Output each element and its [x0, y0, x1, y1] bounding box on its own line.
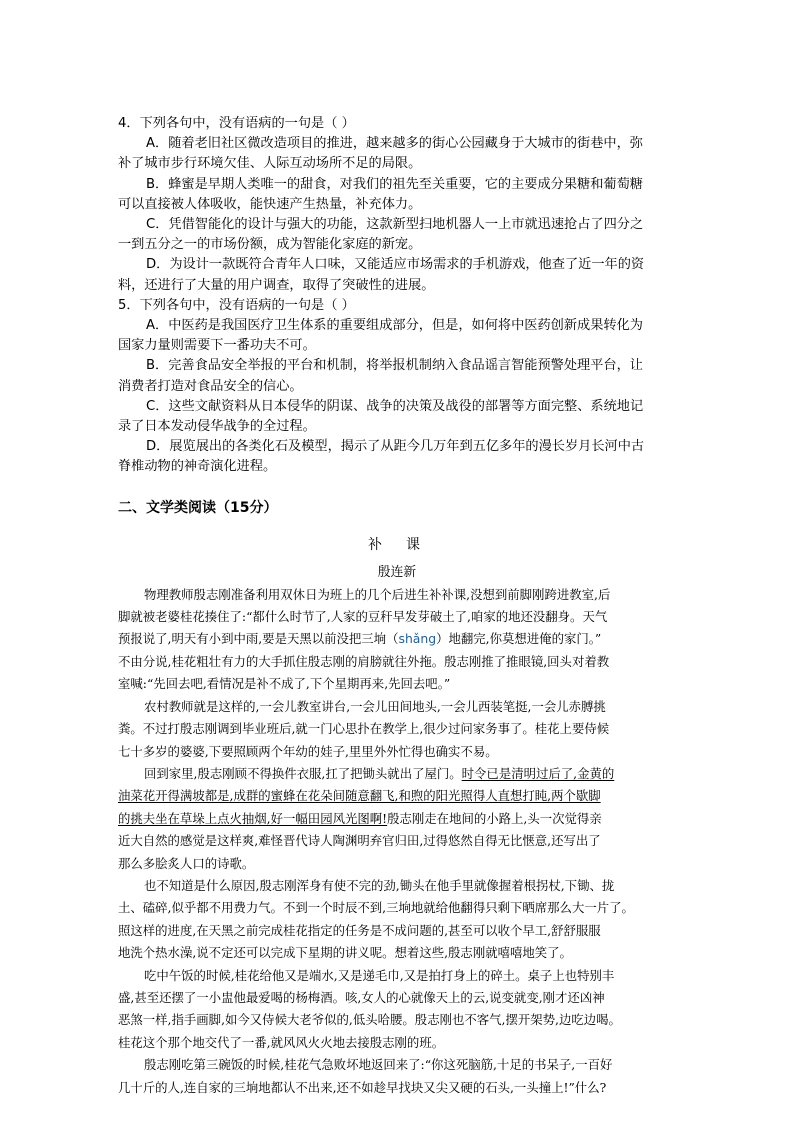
- option-c-line-2: 录了日本发动侵华战争的全过程。: [118, 419, 316, 435]
- option-c-line-2: 一到五分之一的市场份额，成为智能化家庭的新宠。: [118, 237, 422, 253]
- paragraph-line: [118, 808, 676, 830]
- paragraph-line: 近大自然的感觉是这样爽,难怪晋代诗人陶渊明弃官归田,过得悠然自得无比惬意,还写出了: [118, 833, 601, 849]
- option-d-line-2: 脊椎动物的神奇演化进程。: [118, 459, 277, 475]
- document-page: [118, 114, 676, 1099]
- option-b-line-2: 可以直接被人体吸收，能快速产生热量，补充体力。: [118, 196, 422, 212]
- paragraph-line: 不由分说,桂花粗壮有力的大手抓住殷志刚的肩膀就往外拖。殷志刚推了推眼镜,回头对着教: [118, 653, 610, 669]
- paragraph-line: 桂花这个那个地交代了一番,就风风火火地去接殷志刚的班。: [118, 1034, 445, 1050]
- paragraph-line: 物理教师殷志刚准备利用双休日为班上的几个后进生补补课,没想到前脚刚跨进教室,后: [144, 586, 611, 602]
- paragraph-line: 盛,甚至还摆了一小盅他最爱喝的杨梅酒。咳,女人的心就像天上的云,说变就变,刚才还凶神: [118, 989, 605, 1005]
- paragraph-line: 粪。不过打殷志刚调到毕业班后,就一门心思扑在教学上,很少过问家务事了。桂花上要侍候: [118, 721, 610, 737]
- story-author: 殷连新: [377, 564, 417, 580]
- underlined-text: 油菜花开得满坡都是,成群的蜜蜂在花朵间随意翻飞,和煦的阳光照得人直想打盹,两个歇脚: [118, 788, 601, 804]
- paragraph-1: [118, 584, 676, 696]
- option-c-line-1: C．这些文献资料从日本侵华的阴谋、战争的决策及战役的部署等方面完整、系统地记: [146, 398, 644, 414]
- paragraph-line: 七十多岁的婆婆,下要照顾两个年幼的娃子,里里外外忙得也确实不易。: [118, 743, 498, 759]
- paragraph-line: 地洗个热水澡,说不定还可以完成下星期的讲义呢。想着这些,殷志刚就嘻嘻地笑了。: [118, 945, 572, 961]
- paragraph-line: [118, 763, 676, 785]
- option-b-line-1: B．蜂蜜是早期人类唯一的甜食，对我们的祖先至关重要，它的主要成分果糖和葡萄糖: [146, 176, 643, 192]
- paragraph-5: [118, 965, 676, 1055]
- question-5: [118, 296, 676, 478]
- underlined-text: 时令已是清明过后了,金黄的: [461, 765, 615, 781]
- option-a-line-1: A．中医药是我国医疗卫生体系的重要组成部分，但是，如何将中医药创新成果转化为: [146, 318, 643, 334]
- question-stem: 4．下列各句中，没有语病的一句是（ ）: [118, 116, 355, 131]
- paragraph-line: 恶煞一样,指手画脚,如今又侍候大老爷似的,低头哈腰。殷志刚也不客气,摆开架势,边吃边喝。: [118, 1012, 621, 1028]
- paragraph-line: 吃中午饭的时候,桂花给他又是端水,又是递毛巾,又是拍打身上的碎土。桌子上也特别丰: [144, 967, 615, 983]
- option-a-line-2: 国家力量则需要下一番功夫不可。: [118, 338, 316, 354]
- paragraph-line: 脚就被老婆桂花揍住了:“都什么时节了,人家的豆秆早发芽破土了,咱家的地还没翻身。天气: [118, 609, 608, 625]
- paragraph-line: 那么多脍炙人口的诗歌。: [118, 855, 255, 871]
- option-a-line-2: 补了城市步行环境欠佳、人际互动场所不足的局限。: [118, 156, 422, 172]
- paragraph-line: 几十斤的人,连自家的三垧地都认不出来,还不如趁早找块又尖又硬的石头,一头撞上!”什么?: [118, 1079, 607, 1095]
- question-4: [118, 114, 676, 296]
- option-d-line-1: D．展览展出的各类化石及模型，揭示了从距今几万年到五亿多年的漫长岁月长河中古: [146, 439, 645, 455]
- text-run: 预报说了,明天有小到中雨,要是天黑以前没把三垧（: [118, 631, 399, 647]
- option-a-line-1: A．随着老旧社区微改造项目的推进，越来越多的街心公园藏身于大城市的街巷中，弥: [146, 136, 643, 152]
- paragraph-line: 室喊:“先回去吧,看情况是补不成了,下个星期再来,先回去吧。”: [118, 676, 451, 692]
- paragraph-6: [118, 1054, 676, 1099]
- text-run: 回到家里,殷志刚顾不得换件衣服,扛了把锄头就出了屋门。: [144, 765, 462, 781]
- paragraph-line: 殷志刚吃第三碗饭的时候,桂花气急败坏地返回来了:“你这死脑筋,十足的书呆子,一百好: [144, 1057, 613, 1073]
- paragraph-2: [118, 696, 676, 763]
- underlined-text: 的挑夫坐在草垛上点火抽烟,好一幅田园风光图啊!: [118, 810, 388, 826]
- option-b-line-1: B．完善食品安全举报的平台和机制，将举报机制纳入食品谣言智能预警处理平台，让: [146, 358, 643, 374]
- paragraph-4: [118, 875, 676, 965]
- paragraph-line: 照这样的进度,在天黑之前完成桂花指定的任务是不成问题的,甚至可以收个早工,舒舒服服: [118, 922, 601, 938]
- paragraph-line: 也不知道是什么原因,殷志刚浑身有使不完的劲,锄头在他手里就像握着根拐杖,下锄、拢: [144, 877, 615, 893]
- section-title: 二、文学类阅读（15分）: [118, 499, 278, 516]
- paragraph-line: 农村教师就是这样的,一会儿教室讲台,一会儿田间地头,一会儿西装笔挺,一会儿赤膊挑: [144, 698, 606, 714]
- pinyin-annotation: shǎng: [398, 631, 437, 647]
- option-c-line-1: C．凭借智能化的设计与强大的功能，这款新型扫地机器人一上市就迅速抢占了四分之: [146, 217, 644, 233]
- story-body: [118, 584, 676, 1099]
- story-title: 补课: [368, 536, 444, 553]
- paragraph-line: [118, 628, 676, 650]
- text-run: ）地翻完,你莫想进俺的家门。”: [436, 631, 602, 647]
- option-d-line-1: D．为设计一款既符合青年人口味，又能适应市场需求的手机游戏，他查了近一年的资: [146, 257, 645, 273]
- paragraph-line: 土、磕碎,似乎都不用费力气。不到一个时辰不到,三垧地就给他翻得只剩下晒席那么大一片了。: [118, 900, 634, 916]
- option-b-line-2: 消费者打造对食品安全的信心。: [118, 378, 303, 394]
- text-run: 殷志刚走在地间的小路上,头一次觉得亲: [387, 810, 602, 826]
- question-stem: 5．下列各句中，没有语病的一句是（ ）: [118, 297, 355, 313]
- option-d-line-2: 料，还进行了大量的用户调查，取得了突破性的进展。: [118, 277, 435, 293]
- paragraph-3: [118, 763, 676, 875]
